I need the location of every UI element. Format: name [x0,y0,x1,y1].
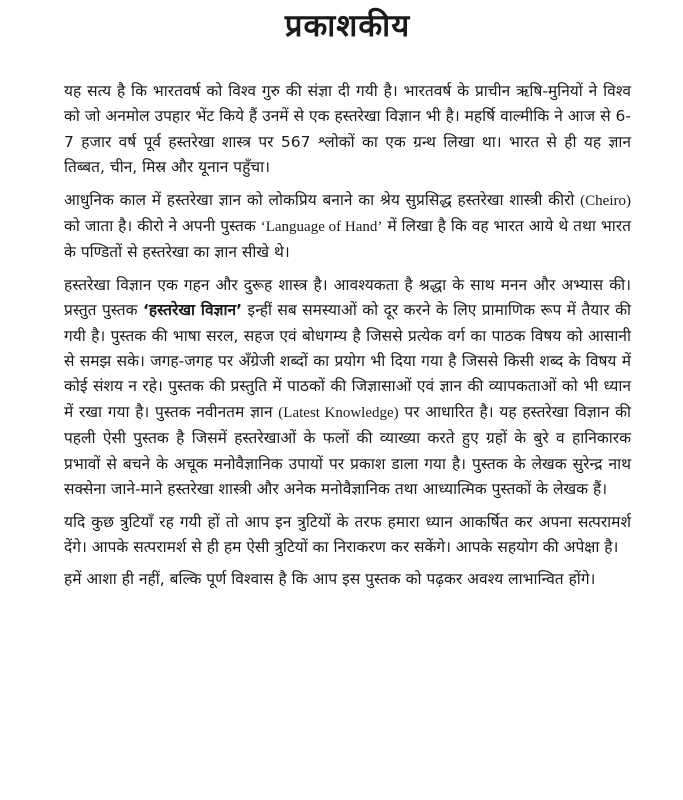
paragraph-3-book-title: ‘हस्तरेखा विज्ञान’ [143,301,243,320]
paragraph-3-english-knowledge: (Latest Knowledge) [278,404,399,421]
paragraph-3-text-a: हस्तरेखा विज्ञान एक गहन और दुरूह शास्त्र है। आवश्यकता है श्रद्धा के साथ मनन और अभ्यास की। प्रस्तुत पुस्तक [64,275,631,320]
paragraph-2-text-a: आधुनिक काल में हस्तरेखा ज्ञान को लोकप्रिय बनाने का श्रेय सुप्रसिद्ध हस्तरेखा शास्त्री कीरो [64,190,575,209]
paragraph-2 [64,188,631,266]
page-title: प्रकाशकीय [284,8,411,44]
paragraph-4-text: यदि कुछ त्रुटियाँ रह गयी हों तो आप इन त्रुटियों के तरफ हमारा ध्यान आकर्षित कर अपना सत्परामर्श देंगे। आपके सत्परामर्श से ही हम ऐसी त्रुटियों का निराकरण कर सकेंगे। आपके सहयोग की अपेक्षा है। [64,512,631,556]
paragraph-2-text-c: में लिखा है कि वह भारत आये थे तथा भारत के पण्डितों से हस्तरेखा का ज्ञान सीखे थे। [64,217,631,262]
paragraph-5-text: हमें आशा ही नहीं, बल्कि पूर्ण विश्वास है कि आप इस पुस्तक को पढ़कर अवश्य लाभान्वित होंगे। [64,570,596,589]
paragraph-2-text-b: को जाता है। कीरो ने अपनी पुस्तक [64,217,256,236]
paragraph-1-text: यह सत्य है कि भारतवर्ष को विश्व गुरु की संज्ञा दी गयी है। भारतवर्ष के प्राचीन ऋषि-मुनियों ने विश्व को जो अनमोल उपहार भेंट किये हैं उनमें से एक हस्तरेखा विज्ञान भी है। महर्षि वाल्मीकि ने आज से 6-7 हजार वर्ष पूर्व हस्तरेखा शास्त्र पर 567 श्लोकों का एक ग्रन्थ लिखा था। भारत से ही यह ज्ञान तिब्बत, चीन, मिस्र और यूनान पहुँचा। [64,82,631,177]
paragraph-4 [64,510,631,561]
paragraph-1 [64,79,631,181]
paragraph-3 [64,273,631,503]
paragraph-2-english-book: ‘Language of Hand’ [260,219,383,236]
paragraph-3-text-c: पर आधारित है। यह हस्तरेखा विज्ञान की पहली ऐसी पुस्तक है जिसमें हस्तरेखाओं के फलों की व्याख्या करते हुए ग्रहों के बुरे व हानिकारक प्रभावों से बचने के अचूक मनोवैज्ञानिक उपायों पर प्रकाश डाला गया है। पुस्तक के लेखक सुरेन्द्र नाथ सक्सेना जाने-माने हस्तरेखा शास्त्री और अनेक मनोवैज्ञानिक तथा आध्यात्मिक पुस्तकों के लेखक हैं। [64,402,631,499]
paragraph-3-text-b: इन्हीं सब समस्याओं को दूर करने के लिए प्रामाणिक रूप में तैयार की गयी है। पुस्तक की भाषा सरल, सहज एवं बोधगम्य है जिससे प्रत्येक वर्ग का पाठक विषय को आसानी से समझ सके। जगह-जगह पर अँग्रेजी शब्दों का प्रयोग भी दिया गया है जिससे किसी शब्द के विषय में कोई संशय न रहे। पुस्तक की प्रस्तुति में पाठकों की जिज्ञासाओं एवं ज्ञान की व्यापकताओं को भी ध्यान में रखा गया है। पुस्तक नवीनतम ज्ञान [64,301,632,421]
paragraph-2-english-cheiro: (Cheiro) [580,192,631,209]
paragraph-5 [64,567,631,592]
